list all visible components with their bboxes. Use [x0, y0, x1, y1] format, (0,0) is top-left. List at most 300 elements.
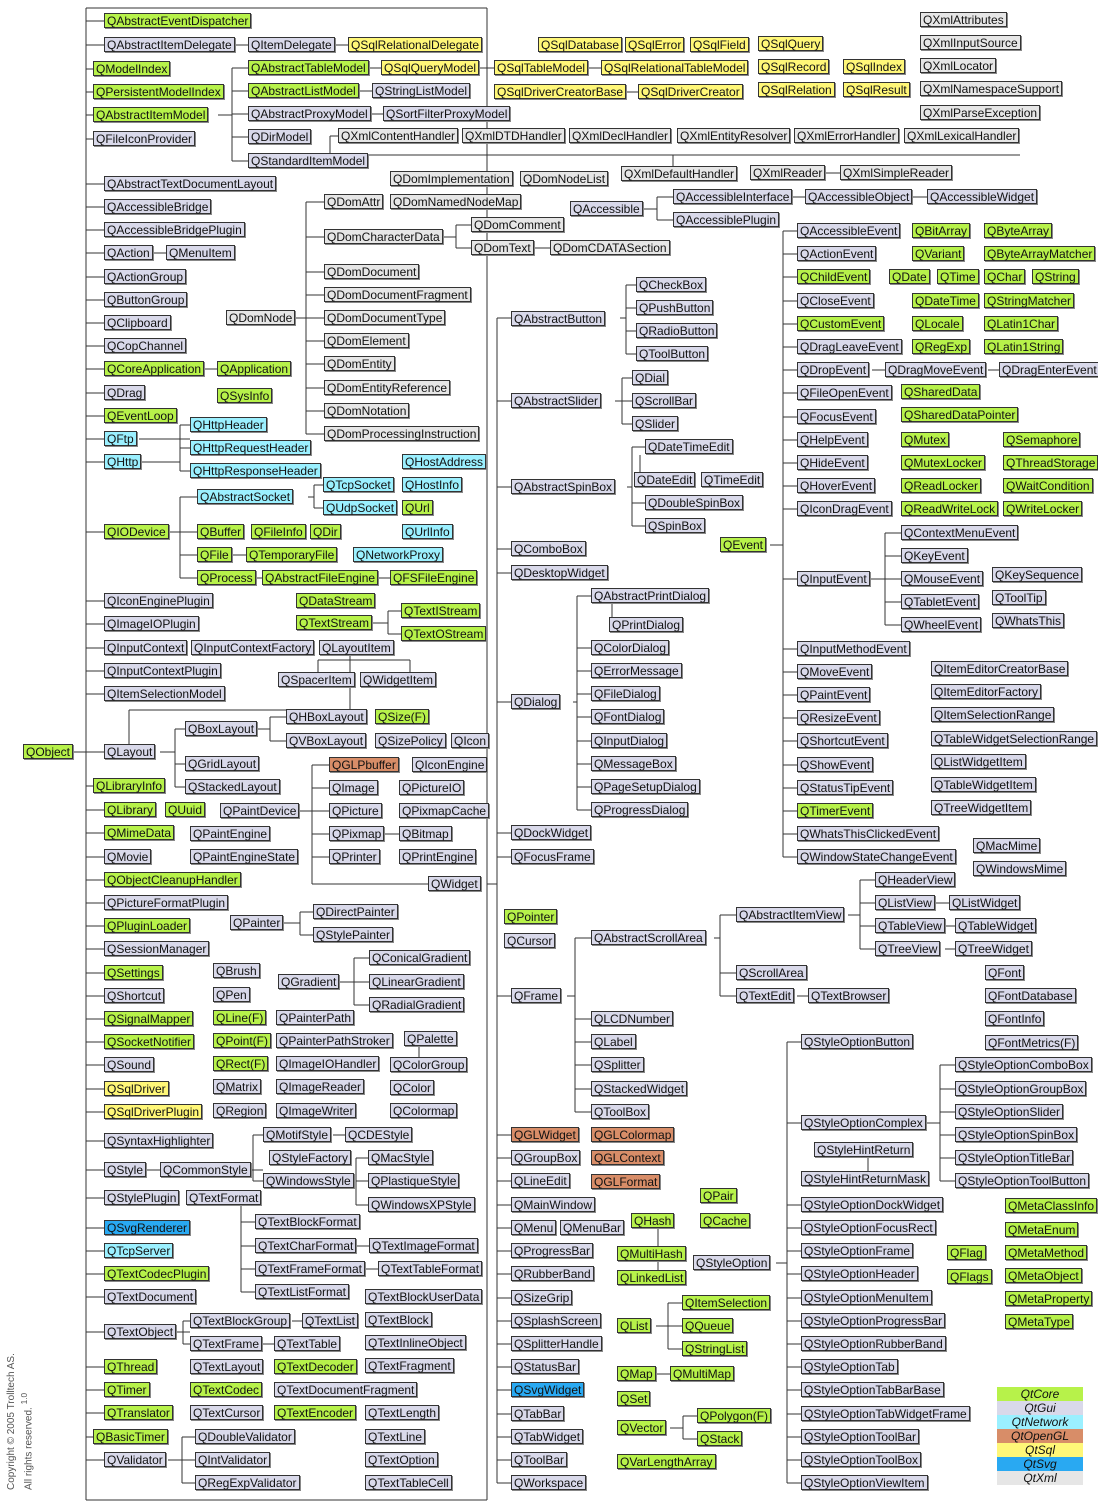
class-node-qxmldtdhandler: QXmlDTDHandler [462, 128, 565, 143]
class-node-qmetaclassinfo: QMetaClassInfo [1005, 1198, 1097, 1213]
class-node-qpixmapcache: QPixmapCache [399, 803, 489, 818]
class-node-qudpsocket: QUdpSocket [323, 500, 397, 515]
class-node-qtablewidgetselectionrange: QTableWidgetSelectionRange [931, 731, 1097, 746]
class-node-qmap: QMap [617, 1366, 656, 1381]
class-node-qabstractlistmodel: QAbstractListModel [248, 83, 359, 98]
class-node-qstylehintreturn: QStyleHintReturn [814, 1142, 913, 1157]
class-node-qabstracttextdocumentlayout: QAbstractTextDocumentLayout [104, 176, 276, 191]
class-node-qurlinfo: QUrlInfo [402, 524, 453, 539]
class-node-qbytearraymatcher: QByteArrayMatcher [984, 246, 1095, 261]
class-node-qxmlsimplereader: QXmlSimpleReader [840, 165, 952, 180]
class-node-qcoreapplication: QCoreApplication [104, 361, 204, 376]
class-node-qurl: QUrl [402, 500, 433, 515]
class-node-qdatetime: QDateTime [912, 293, 979, 308]
class-node-qstring: QString [1032, 269, 1079, 284]
class-node-qbuttongroup: QButtonGroup [104, 292, 187, 307]
class-node-qtextdecoder: QTextDecoder [274, 1359, 357, 1374]
legend-item-qtnetwork: QtNetwork [997, 1415, 1083, 1429]
class-node-qinputevent: QInputEvent [797, 571, 870, 586]
class-node-qtextline: QTextLine [365, 1429, 425, 1444]
class-node-qconicalgradient: QConicalGradient [369, 950, 470, 965]
class-node-qstyleoptionheader: QStyleOptionHeader [801, 1266, 918, 1281]
class-node-qmultimap: QMultiMap [670, 1366, 734, 1381]
class-node-qfontmetrics-f: QFontMetrics(F) [985, 1035, 1078, 1050]
class-node-qwindowsxpstyle: QWindowsXPStyle [368, 1197, 475, 1212]
class-node-qcheckbox: QCheckBox [636, 277, 706, 292]
class-node-qimageioplugin: QImageIOPlugin [104, 616, 199, 631]
class-node-qobject: QObject [23, 744, 73, 759]
class-node-qstyleoptionslider: QStyleOptionSlider [955, 1104, 1063, 1119]
class-node-qsqlfield: QSqlField [690, 37, 749, 52]
class-node-qtextstream: QTextStream [296, 615, 372, 630]
class-node-qinputcontextfactory: QInputContextFactory [191, 640, 314, 655]
class-node-qdateedit: QDateEdit [634, 472, 695, 487]
copyright-version: 1.0 [19, 1392, 29, 1405]
class-node-qcloseevent: QCloseEvent [797, 293, 874, 308]
class-node-qlibraryinfo: QLibraryInfo [93, 778, 165, 793]
class-node-qtextlength: QTextLength [365, 1405, 439, 1420]
class-node-qxmlparseexception: QXmlParseException [920, 105, 1040, 120]
class-node-qspaceritem: QSpacerItem [278, 672, 355, 687]
class-node-qstackedwidget: QStackedWidget [591, 1081, 687, 1096]
class-node-qcolorgroup: QColorGroup [390, 1057, 467, 1072]
class-node-qstyleoptionframe: QStyleOptionFrame [801, 1243, 913, 1258]
class-node-qitemdelegate: QItemDelegate [248, 37, 335, 52]
class-node-qsqltablemodel: QSqlTableModel [494, 60, 588, 75]
class-node-qdomcomment: QDomComment [471, 217, 564, 232]
class-node-qdoublespinbox: QDoubleSpinBox [645, 495, 743, 510]
class-node-qtextlist: QTextList [302, 1313, 358, 1328]
class-node-qcopchannel: QCopChannel [104, 338, 186, 353]
class-node-qstyleoptiontitlebar: QStyleOptionTitleBar [955, 1150, 1073, 1165]
class-node-qtextencoder: QTextEncoder [274, 1405, 356, 1420]
class-node-qmetaobject: QMetaObject [1005, 1268, 1082, 1283]
class-node-qtextcodec: QTextCodec [190, 1382, 262, 1397]
class-node-qshowevent: QShowEvent [797, 757, 873, 772]
class-node-qdirmodel: QDirModel [248, 129, 311, 144]
class-node-qbrush: QBrush [213, 963, 260, 978]
class-node-qstyleoptionfocusrect: QStyleOptionFocusRect [801, 1220, 936, 1235]
class-node-qsqlquerymodel: QSqlQueryModel [381, 60, 479, 75]
class-node-qabstractsocket: QAbstractSocket [197, 489, 293, 504]
class-node-qtextoption: QTextOption [365, 1452, 438, 1467]
class-node-qimagewriter: QImageWriter [276, 1103, 356, 1118]
class-node-qdomdocument: QDomDocument [324, 264, 419, 279]
class-node-qsessionmanager: QSessionManager [104, 941, 209, 956]
class-node-qfocusframe: QFocusFrame [511, 849, 594, 864]
class-node-qtoolbox: QToolBox [591, 1104, 649, 1119]
class-node-qabstractitemmodel: QAbstractItemModel [93, 107, 208, 122]
class-node-qthread: QThread [104, 1359, 157, 1374]
class-node-qstyleoptiontab: QStyleOptionTab [801, 1359, 898, 1374]
class-node-qwidgetitem: QWidgetItem [360, 672, 436, 687]
class-node-qstyleoptiontabbarbase: QStyleOptionTabBarBase [801, 1382, 944, 1397]
class-node-qxmlentityresolver: QXmlEntityResolver [677, 128, 790, 143]
class-node-qdomprocessinginstruction: QDomProcessingInstruction [324, 426, 479, 441]
class-node-qwhatsthisclickedevent: QWhatsThisClickedEvent [797, 826, 939, 841]
class-node-qaccessibleobject: QAccessibleObject [805, 189, 912, 204]
class-node-qtreewidgetitem: QTreeWidgetItem [931, 800, 1031, 815]
class-node-qactionevent: QActionEvent [797, 246, 876, 261]
class-node-qshortcutevent: QShortcutEvent [797, 733, 888, 748]
class-node-qsemaphore: QSemaphore [1003, 432, 1080, 447]
class-node-qglcontext: QGLContext [591, 1150, 664, 1165]
class-node-qbytearray: QByteArray [984, 223, 1052, 238]
class-node-qsplitter: QSplitter [591, 1057, 644, 1072]
class-node-qtabletevent: QTabletEvent [901, 594, 979, 609]
class-node-qicon: QIcon [451, 733, 489, 748]
class-node-qvarlengtharray: QVarLengthArray [617, 1454, 716, 1469]
class-node-qitemselectionrange: QItemSelectionRange [931, 707, 1054, 722]
class-node-qtextframe: QTextFrame [190, 1336, 262, 1351]
class-node-qwheelevent: QWheelEvent [901, 617, 981, 632]
class-node-qlinkedlist: QLinkedList [617, 1270, 686, 1285]
class-node-qpaintenginestate: QPaintEngineState [190, 849, 298, 864]
class-node-qtoolbar: QToolBar [511, 1452, 567, 1467]
class-node-qwidget: QWidget [428, 876, 481, 891]
class-node-qhttprequestheader: QHttpRequestHeader [190, 440, 311, 455]
class-node-qstyleoptionspinbox: QStyleOptionSpinBox [955, 1127, 1077, 1142]
class-node-qfile: QFile [197, 547, 232, 562]
class-node-qxmlerrorhandler: QXmlErrorHandler [794, 128, 899, 143]
class-node-qflag: QFlag [947, 1245, 986, 1260]
class-node-qinputcontextplugin: QInputContextPlugin [104, 663, 221, 678]
class-node-qtextfragment: QTextFragment [365, 1358, 454, 1373]
class-node-qdomdocumenttype: QDomDocumentType [324, 310, 445, 325]
class-node-qlocale: QLocale [912, 316, 963, 331]
class-node-qchildevent: QChildEvent [797, 269, 870, 284]
class-node-qtextcursor: QTextCursor [190, 1405, 263, 1420]
class-node-qdir: QDir [310, 524, 341, 539]
class-node-qstatusbar: QStatusBar [511, 1359, 579, 1374]
class-node-qregexpvalidator: QRegExpValidator [195, 1475, 300, 1490]
class-node-qxmllexicalhandler: QXmlLexicalHandler [904, 128, 1019, 143]
class-node-qsyntaxhighlighter: QSyntaxHighlighter [104, 1133, 213, 1148]
class-node-qdomnode: QDomNode [226, 310, 295, 325]
class-node-qabstractproxymodel: QAbstractProxyModel [248, 106, 371, 121]
class-node-qsqlindex: QSqlIndex [843, 59, 905, 74]
class-node-qxmldefaulthandler: QXmlDefaultHandler [621, 166, 737, 181]
class-node-qxmlattributes: QXmlAttributes [920, 12, 1007, 27]
class-node-qpainterpathstroker: QPainterPathStroker [276, 1033, 393, 1048]
class-node-qiconengine: QIconEngine [412, 757, 487, 772]
class-node-qstyleplugin: QStylePlugin [104, 1190, 179, 1205]
class-node-qsqldriverplugin: QSqlDriverPlugin [104, 1104, 202, 1119]
class-node-qabstractitemview: QAbstractItemView [736, 907, 844, 922]
class-node-qtextostream: QTextOStream [401, 626, 486, 641]
class-node-qsignalmapper: QSignalMapper [104, 1011, 193, 1026]
class-node-qlibrary: QLibrary [104, 802, 156, 817]
class-node-qpoint-f: QPoint(F) [213, 1033, 271, 1048]
class-node-qdesktopwidget: QDesktopWidget [511, 565, 608, 580]
class-node-qdial: QDial [632, 370, 668, 385]
class-node-qlineedit: QLineEdit [511, 1173, 570, 1188]
class-node-qbasictimer: QBasicTimer [93, 1429, 168, 1444]
class-node-qlistwidget: QListWidget [949, 895, 1020, 910]
class-node-qdomnamednodemap: QDomNamedNodeMap [390, 194, 521, 209]
class-node-qhideevent: QHideEvent [797, 455, 868, 470]
class-node-qfileopenevent: QFileOpenEvent [797, 385, 892, 400]
class-node-qxmlinputsource: QXmlInputSource [920, 35, 1021, 50]
class-node-qprinter: QPrinter [329, 849, 380, 864]
class-node-qlatin1char: QLatin1Char [984, 316, 1058, 331]
class-node-qreadlocker: QReadLocker [901, 478, 981, 493]
class-node-qsound: QSound [104, 1057, 154, 1072]
class-node-qradiobutton: QRadioButton [636, 323, 717, 338]
class-node-qstack: QStack [697, 1431, 742, 1446]
class-node-qfileinfo: QFileInfo [251, 524, 306, 539]
class-node-qxmlcontenthandler: QXmlContentHandler [338, 128, 458, 143]
class-node-qstackedlayout: QStackedLayout [185, 779, 280, 794]
class-node-qtooltip: QToolTip [992, 590, 1046, 605]
class-node-qmovie: QMovie [104, 849, 151, 864]
class-node-qabstractslider: QAbstractSlider [511, 393, 601, 408]
class-node-qstyleoption: QStyleOption [693, 1255, 770, 1270]
class-node-qicondragevent: QIconDragEvent [797, 501, 892, 516]
class-node-qsettings: QSettings [104, 965, 163, 980]
class-node-qstyleoptioncombobox: QStyleOptionComboBox [955, 1057, 1092, 1072]
class-node-qevent: QEvent [720, 537, 766, 552]
class-node-qstyleoptionprogressbar: QStyleOptionProgressBar [801, 1313, 945, 1328]
class-node-qradialgradient: QRadialGradient [369, 997, 464, 1012]
class-node-qmimedata: QMimeData [104, 825, 174, 840]
class-node-qtimeedit: QTimeEdit [701, 472, 763, 487]
class-node-qtexttablecell: QTextTableCell [365, 1475, 452, 1490]
class-node-qpictureformatplugin: QPictureFormatPlugin [104, 895, 228, 910]
class-node-qmutexlocker: QMutexLocker [901, 455, 985, 470]
class-node-qdate: QDate [889, 269, 930, 284]
class-node-qabstracttablemodel: QAbstractTableModel [248, 60, 369, 75]
class-node-qhelpevent: QHelpEvent [797, 432, 868, 447]
class-node-qdoublevalidator: QDoubleValidator [195, 1429, 295, 1444]
class-node-qscrollbar: QScrollBar [632, 393, 696, 408]
class-node-qmutex: QMutex [901, 432, 949, 447]
class-node-qpixmap: QPixmap [329, 826, 384, 841]
class-node-qsqlquery: QSqlQuery [758, 36, 823, 51]
class-node-qtreewidget: QTreeWidget [955, 941, 1032, 956]
class-node-qtextdocument: QTextDocument [104, 1289, 196, 1304]
class-node-qlistwidgetitem: QListWidgetItem [931, 754, 1026, 769]
class-node-qprocess: QProcess [197, 570, 256, 585]
class-node-qlistview: QListView [875, 895, 935, 910]
class-node-qtextcharformat: QTextCharFormat [255, 1238, 356, 1253]
class-node-qdomattr: QDomAttr [324, 194, 383, 209]
class-node-qprogressdialog: QProgressDialog [591, 802, 688, 817]
class-node-qshareddata: QSharedData [901, 384, 980, 399]
class-node-qxmlnamespacesupport: QXmlNamespaceSupport [920, 81, 1062, 96]
class-node-qtextedit: QTextEdit [736, 988, 794, 1003]
class-node-qdomcharacterdata: QDomCharacterData [324, 229, 443, 244]
class-node-qtimerevent: QTimerEvent [797, 803, 873, 818]
legend-item-qtgui: QtGui [997, 1401, 1083, 1415]
class-node-qaccessiblebridge: QAccessibleBridge [104, 199, 211, 214]
class-node-qabstracteventdispatcher: QAbstractEventDispatcher [104, 13, 251, 28]
class-node-qfontdialog: QFontDialog [591, 709, 664, 724]
class-node-qsqlresult: QSqlResult [843, 82, 910, 97]
class-node-qdomelement: QDomElement [324, 333, 409, 348]
class-node-qprogressbar: QProgressBar [511, 1243, 593, 1258]
class-node-qplastiquestyle: QPlastiqueStyle [368, 1173, 459, 1188]
class-node-qftp: QFtp [104, 431, 137, 446]
class-node-qstyleoptiontoolbox: QStyleOptionToolBox [801, 1452, 921, 1467]
class-node-qpaintdevice: QPaintDevice [220, 803, 299, 818]
class-node-qspinbox: QSpinBox [645, 518, 705, 533]
class-node-qsqlrecord: QSqlRecord [758, 59, 829, 74]
class-node-qvariant: QVariant [912, 246, 964, 261]
class-node-qmetaenum: QMetaEnum [1005, 1222, 1078, 1237]
class-node-qthreadstorage: QThreadStorage [1003, 455, 1098, 470]
class-node-qqueue: QQueue [682, 1318, 733, 1333]
legend-item-qtxml: QtXml [997, 1471, 1083, 1485]
class-node-qregion: QRegion [213, 1103, 266, 1118]
class-node-qwhatsthis: QWhatsThis [992, 613, 1064, 628]
class-node-qtextcodecplugin: QTextCodecPlugin [104, 1266, 209, 1281]
class-node-qflags: QFlags [947, 1269, 992, 1284]
class-node-qglpbuffer: QGLPbuffer [329, 757, 399, 772]
class-node-qpagesetupdialog: QPageSetupDialog [591, 779, 700, 794]
class-node-qfiledialog: QFileDialog [591, 686, 660, 701]
class-node-qitemeditorcreatorbase: QItemEditorCreatorBase [931, 661, 1068, 676]
class-node-qcdestyle: QCDEStyle [345, 1127, 412, 1142]
copyright-notice [6, 1320, 35, 1490]
class-node-qstyleoptiontoolbar: QStyleOptionToolBar [801, 1429, 919, 1444]
class-node-qsizepolicy: QSizePolicy [375, 733, 446, 748]
class-node-qaction: QAction [104, 245, 153, 260]
class-node-qlineargradient: QLinearGradient [369, 974, 464, 989]
class-node-qshareddatapointer: QSharedDataPointer [901, 407, 1018, 422]
legend-item-qtsql: QtSql [997, 1443, 1083, 1457]
legend-item-qtcore: QtCore [997, 1387, 1083, 1401]
class-node-qerrormessage: QErrorMessage [591, 663, 682, 678]
class-node-qmessagebox: QMessageBox [591, 756, 676, 771]
class-node-qprintengine: QPrintEngine [399, 849, 476, 864]
class-node-qvector: QVector [617, 1420, 666, 1435]
class-node-qframe: QFrame [511, 988, 561, 1003]
class-node-qhostaddress: QHostAddress [402, 454, 486, 469]
class-node-qtextlistformat: QTextListFormat [255, 1284, 349, 1299]
class-node-qprintdialog: QPrintDialog [609, 617, 683, 632]
class-node-qsqlerror: QSqlError [625, 37, 684, 52]
class-node-qwritelocker: QWriteLocker [1003, 501, 1082, 516]
class-node-qtablewidget: QTableWidget [955, 918, 1036, 933]
class-node-qdatastream: QDataStream [296, 593, 375, 608]
class-node-qfont: QFont [985, 965, 1024, 980]
class-node-qcustomevent: QCustomEvent [797, 316, 884, 331]
class-node-qtextformat: QTextFormat [186, 1190, 261, 1205]
class-node-qfsfileengine: QFSFileEngine [390, 570, 477, 585]
class-node-qtimer: QTimer [104, 1382, 150, 1397]
class-node-qdomtext: QDomText [471, 240, 534, 255]
class-node-qdomnotation: QDomNotation [324, 403, 409, 418]
class-node-qtextframeformat: QTextFrameFormat [255, 1261, 365, 1276]
class-node-qtcpsocket: QTcpSocket [323, 477, 394, 492]
class-node-qsplitterhandle: QSplitterHandle [511, 1336, 602, 1351]
class-node-qsqlrelation: QSqlRelation [758, 82, 835, 97]
class-node-qpolygon-f: QPolygon(F) [697, 1408, 771, 1423]
class-node-qdomdocumentfragment: QDomDocumentFragment [324, 287, 471, 302]
class-node-qworkspace: QWorkspace [511, 1475, 586, 1490]
class-node-qdomcdatasection: QDomCDATASection [550, 240, 670, 255]
class-node-qhash: QHash [631, 1213, 674, 1228]
class-node-qtcpserver: QTcpServer [104, 1243, 173, 1258]
class-node-qabstractprintdialog: QAbstractPrintDialog [591, 588, 709, 603]
class-node-qhttp: QHttp [104, 454, 141, 469]
class-node-qaccessibleplugin: QAccessiblePlugin [673, 212, 779, 227]
class-node-qtemporaryfile: QTemporaryFile [246, 547, 337, 562]
class-node-qscrollarea: QScrollArea [736, 965, 807, 980]
class-node-qabstractbutton: QAbstractButton [511, 311, 605, 326]
class-node-qtextblockuserdata: QTextBlockUserData [365, 1289, 482, 1304]
class-node-qmenu: QMenu [511, 1220, 556, 1235]
class-node-qxmldeclhandler: QXmlDeclHandler [569, 128, 671, 143]
class-node-qpainterpath: QPainterPath [276, 1010, 354, 1025]
class-node-qclipboard: QClipboard [104, 315, 171, 330]
class-node-qabstractfileengine: QAbstractFileEngine [262, 570, 378, 585]
class-node-qwindowsmime: QWindowsMime [973, 861, 1066, 876]
class-node-qiconengineplugin: QIconEnginePlugin [104, 593, 213, 608]
class-node-qtreeview: QTreeView [875, 941, 940, 956]
class-node-qmultihash: QMultiHash [617, 1246, 686, 1261]
class-node-qmenubar: QMenuBar [560, 1220, 624, 1235]
class-node-qdialog: QDialog [511, 694, 560, 709]
class-node-qstyle: QStyle [104, 1162, 146, 1177]
class-node-qtextbrowser: QTextBrowser [808, 988, 889, 1003]
class-node-qcolor: QColor [390, 1080, 434, 1095]
class-node-qtexttableformat: QTextTableFormat [378, 1261, 482, 1276]
legend-item-qtsvg: QtSvg [997, 1457, 1083, 1471]
class-node-qheaderview: QHeaderView [875, 872, 955, 887]
class-node-qglcolormap: QGLColormap [591, 1127, 674, 1142]
class-node-qvboxlayout: QVBoxLayout [286, 733, 366, 748]
class-node-qtableview: QTableView [875, 918, 945, 933]
class-node-qinputmethodevent: QInputMethodEvent [797, 641, 910, 656]
class-node-qsqlrelationaldelegate: QSqlRelationalDelegate [348, 37, 482, 52]
class-node-qtablewidgetitem: QTableWidgetItem [931, 777, 1036, 792]
class-node-qbitarray: QBitArray [912, 223, 970, 238]
class-node-qeventloop: QEventLoop [104, 408, 177, 423]
class-node-qpaintengine: QPaintEngine [190, 826, 270, 841]
class-node-qlcdnumber: QLCDNumber [591, 1011, 673, 1026]
class-node-qstyleoptiondockwidget: QStyleOptionDockWidget [801, 1197, 943, 1212]
class-node-qfocusevent: QFocusEvent [797, 409, 876, 424]
class-node-qmetatype: QMetaType [1005, 1314, 1073, 1329]
class-node-qsvgwidget: QSvgWidget [511, 1382, 584, 1397]
class-node-qcontextmenuevent: QContextMenuEvent [901, 525, 1018, 540]
class-node-qstylepainter: QStylePainter [313, 927, 393, 942]
class-node-qrubberband: QRubberBand [511, 1266, 594, 1281]
class-node-qabstractitemdelegate: QAbstractItemDelegate [104, 37, 235, 52]
class-node-qdropevent: QDropEvent [797, 362, 869, 377]
class-node-qtextinlineobject: QTextInlineObject [365, 1335, 466, 1350]
class-node-qimagereader: QImageReader [276, 1079, 364, 1094]
copyright-line1: Copyright © 2005 Trolltech AS. [6, 1353, 17, 1490]
class-node-qregexp: QRegExp [912, 339, 970, 354]
class-node-qreadwritelock: QReadWriteLock [901, 501, 998, 516]
class-node-qpainter: QPainter [230, 915, 283, 930]
class-node-qtextobject: QTextObject [104, 1324, 176, 1339]
class-node-qaccessibleevent: QAccessibleEvent [797, 223, 900, 238]
class-node-qlayoutitem: QLayoutItem [319, 640, 394, 655]
class-node-qlayout: QLayout [104, 744, 155, 759]
class-node-qdomnodelist: QDomNodeList [520, 171, 608, 186]
class-node-qsvgrenderer: QSvgRenderer [104, 1220, 190, 1235]
class-node-qfontdatabase: QFontDatabase [985, 988, 1076, 1003]
class-node-qmodelindex: QModelIndex [93, 61, 170, 76]
class-node-qtextblockgroup: QTextBlockGroup [190, 1313, 290, 1328]
class-node-qiodevice: QIODevice [104, 524, 169, 539]
class-node-qdragleaveevent: QDragLeaveEvent [797, 339, 902, 354]
class-node-qrect-f: QRect(F) [213, 1056, 268, 1071]
